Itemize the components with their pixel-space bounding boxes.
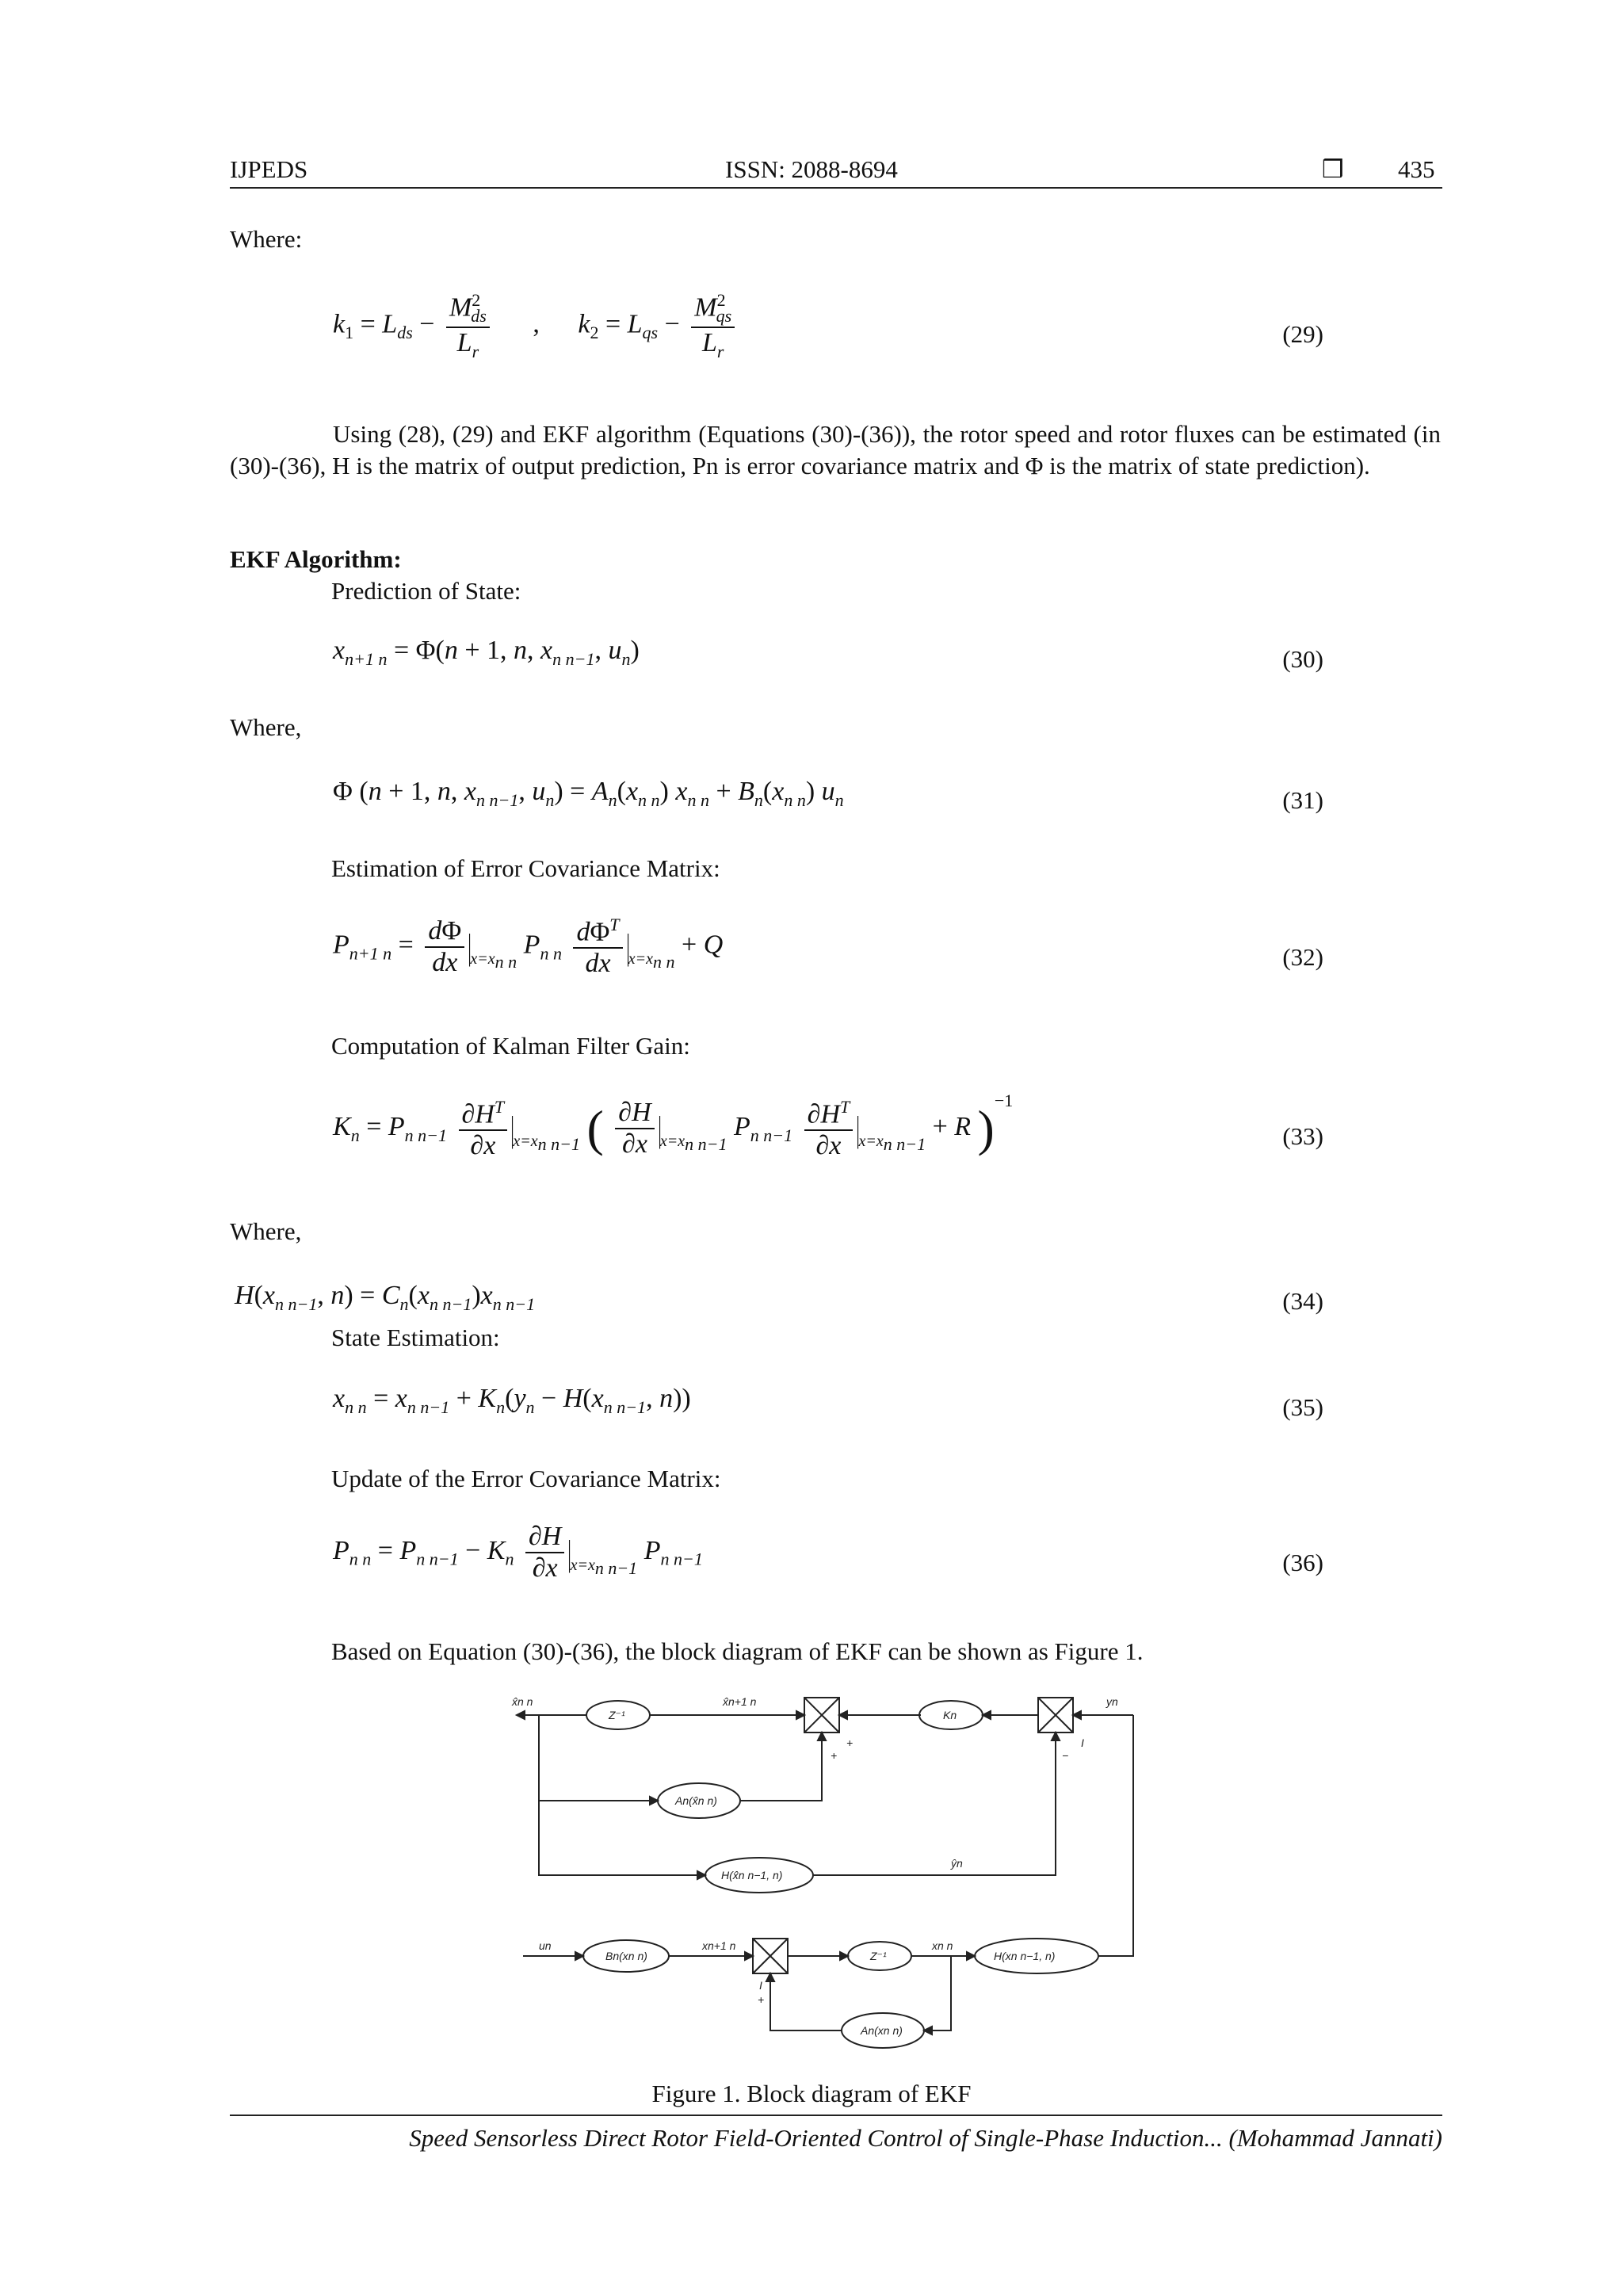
equation-number-31: (31)	[1282, 786, 1323, 814]
wire-an-bottom-to-sum	[770, 1973, 842, 2030]
label-plus-1: +	[846, 1736, 854, 1749]
footer-rule	[230, 2115, 1442, 2116]
box-icon: ❒	[1322, 155, 1344, 184]
equation-30: $x_{n+1 n} = \Phi(n + 1$, n, $x_{n n-1}$, $u_n$)	[333, 636, 640, 669]
page-number: 435	[1398, 155, 1435, 183]
label-z-inv-top: Z⁻¹	[609, 1709, 625, 1721]
label-un: un	[539, 1939, 552, 1952]
step-update-label: Update of the Error Covariance Matrix:	[331, 1465, 721, 1492]
block-diagram-paragraph: Based on Equation (30)-(36), the block diagram of EKF can be shown as Figure 1.	[331, 1637, 1144, 1665]
equation-33: $K_n = P_{n n-1}$ $\frac{\partial H^T}{\partial x}$ $|_{x=x_{n n-1}}$ ( $\frac{\partial H}{\partial x}$ $|_{x=x_{n n-1}}$ $P_{n n-1}$ $\frac{\partial H^T}{\partial x}$ $|_{x=x_{n n-1}} + R$ )$^{-1}$	[333, 1091, 1014, 1160]
label-kn: Kn	[943, 1709, 957, 1721]
label-an-top: An(x̂n n)	[675, 1794, 717, 1807]
label-xnn-bottom: xn n	[932, 1939, 953, 1952]
equation-number-32: (32)	[1282, 943, 1323, 971]
wire-yn	[1098, 1715, 1133, 1956]
label-yn: yn	[1106, 1695, 1118, 1708]
label-an-bottom: An(xn n)	[861, 2024, 903, 2037]
header-rule	[230, 187, 1442, 189]
label-h-top: H(x̂n n−1, n)	[721, 1869, 783, 1881]
label-tick-2: I	[759, 1979, 762, 1992]
intro-paragraph: Using (28), (29) and EKF algorithm (Equations (30)-(36)), the rotor speed and rotor fluxes can be estimated (in (30)-(36), H is the matrix of output prediction, Pn is error covariance matrix and Φ is the matrix of state prediction).	[230, 420, 1441, 479]
ekf-block-diagram	[507, 1688, 1157, 2069]
label-xn1n-bottom: xn+1 n	[702, 1939, 736, 1952]
wire-an-to-sum	[740, 1733, 822, 1801]
step-error-cov-label: Estimation of Error Covariance Matrix:	[331, 854, 720, 882]
label-plus-3: +	[758, 1993, 765, 2006]
label-xn1n-top: x̂n+1 n	[723, 1695, 757, 1708]
section-title: EKF Algorithm:	[230, 545, 402, 573]
issn: ISSN: 2088-8694	[725, 155, 898, 183]
label-z-inv-bottom: Z⁻¹	[870, 1950, 887, 1962]
figure-caption: Figure 1. Block diagram of EKF	[651, 2080, 972, 2107]
equation-36: $P_{n n} = P_{n n-1} - K_n$ $\frac{\partial H}{\partial x}$ $|_{x=x_{n n-1}}$ $P_{n n-1}$	[333, 1522, 703, 1583]
label-plus-2: +	[831, 1749, 838, 1762]
equation-number-30: (30)	[1282, 645, 1323, 673]
step-prediction-label: Prediction of State:	[331, 577, 521, 605]
label-bn: Bn(xn n)	[605, 1950, 647, 1962]
label-h-bottom: H(xn n−1, n)	[994, 1950, 1056, 1962]
equation-number-33: (33)	[1282, 1122, 1323, 1150]
wire-to-an-bottom	[924, 1956, 951, 2030]
equation-number-35: (35)	[1282, 1393, 1323, 1421]
equation-32: $P_{n+1 n}$ = $\frac{d\Phi}{dx}$ $|_{x=x_{n n}}$ $P_{n n}$ $\frac{d\Phi^T}{dx}$ $|_{x=x_{n n}} + Q$	[333, 915, 724, 979]
equation-31: Φ (n + 1, n, $x_{n n-1}$, $u_n) = A_n(x_{n n})$ $x_{n n} + B_n(x_{n n})$ $u_n$	[333, 777, 844, 810]
step-gain-label: Computation of Kalman Filter Gain:	[331, 1032, 690, 1060]
equation-number-34: (34)	[1282, 1287, 1323, 1315]
where-label-3: Where,	[230, 1217, 302, 1245]
arrow-head	[517, 1711, 525, 1719]
equation-number-29: (29)	[1282, 320, 1323, 348]
where-label-2: Where,	[230, 713, 302, 741]
footer-text: Speed Sensorless Direct Rotor Field-Oriented Control of Single-Phase Induction... (Mohammad Jannati)	[409, 2124, 1442, 2152]
label-yhat: ŷn	[951, 1857, 963, 1870]
label-minus: −	[1062, 1749, 1069, 1762]
equation-number-36: (36)	[1282, 1549, 1323, 1576]
equation-29: $k_1 = L_{ds}$ − $\frac{M^2_{ds}}{L_r}$ , $k_2 = L_{qs}$ − $\frac{M^2_{qs}}{L_r}$	[333, 290, 739, 362]
label-tick-1: I	[1081, 1736, 1084, 1749]
step-state-est-label: State Estimation:	[331, 1324, 500, 1351]
equation-34: $H(x_{n n-1}$, $n) = C_n(x_{n n-1})x_{n n-1}$	[235, 1281, 536, 1314]
journal-name: IJPEDS	[230, 155, 308, 183]
wire-yhat	[813, 1733, 1056, 1875]
label-xnn-out: x̂n n	[512, 1695, 533, 1708]
where-label-1: Where:	[230, 225, 303, 253]
equation-35: $x_{n n} = x_{n n-1} + K_n(y_n - H(x_{n n-1}$, n))	[333, 1384, 691, 1417]
